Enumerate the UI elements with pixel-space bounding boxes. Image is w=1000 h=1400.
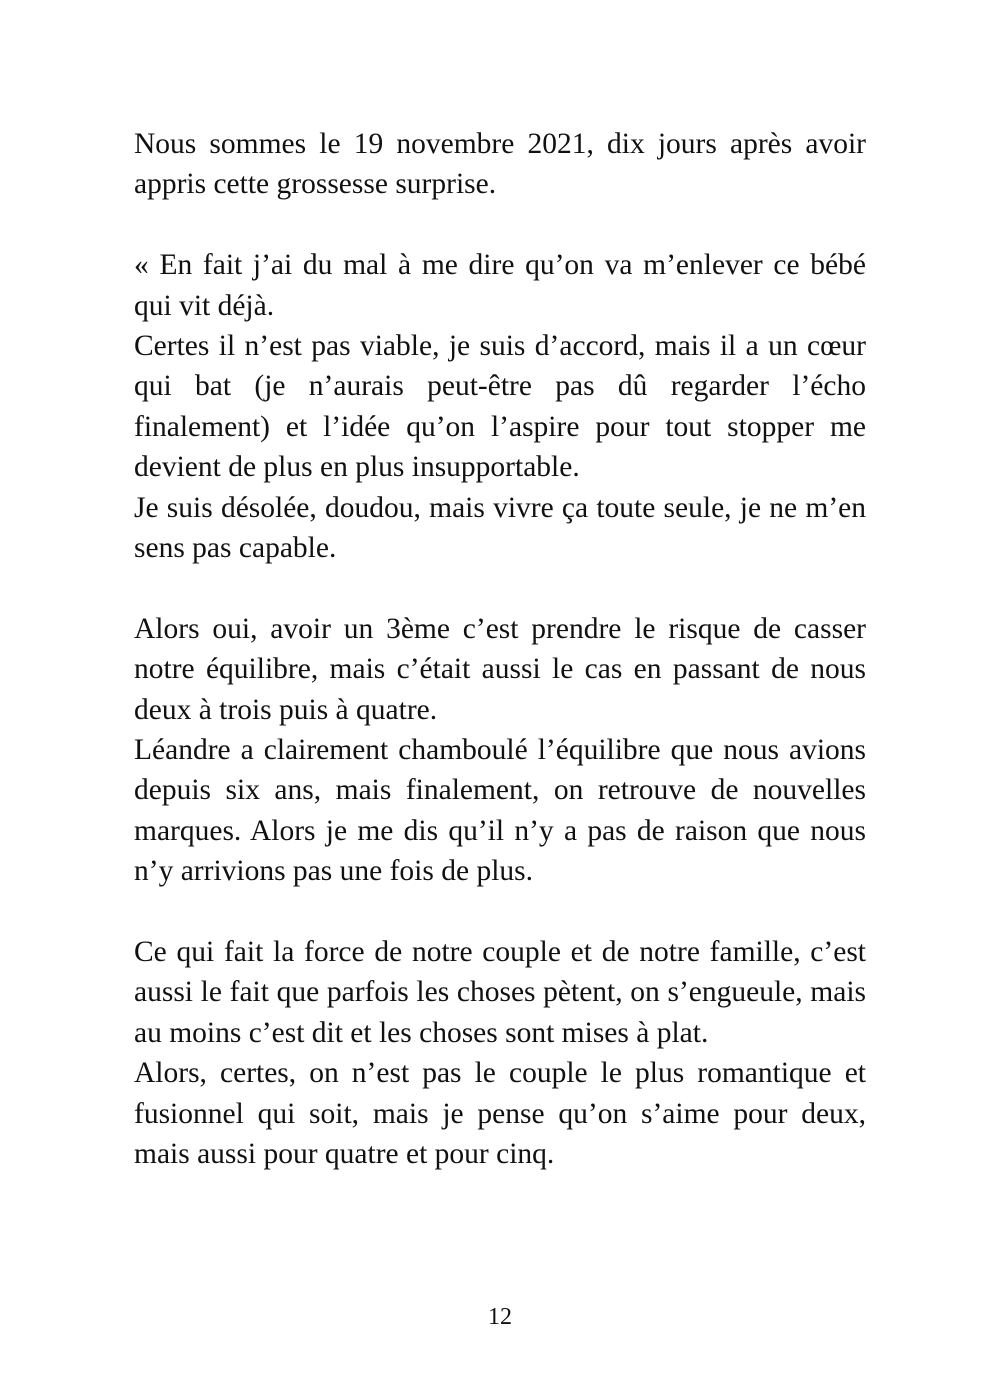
body-text bbox=[134, 124, 866, 1175]
paragraph-heartbeat: Certes il n’est pas viable, je suis d’accord, mais il a un cœur qui bat (je n’aurais peut-être pas dû regarder l’écho finalement) et l’idée qu’on l’aspire pour tout stopper me devient de plus en plus insupportable. bbox=[134, 330, 866, 484]
paragraph-balance: Alors oui, avoir un 3ème c’est prendre le risque de casser notre équilibre, mais c’était aussi le cas en passant de nous deux à trois puis à quatre. bbox=[134, 612, 866, 726]
page-number: 12 bbox=[488, 1304, 512, 1330]
paragraph-sorry: Je suis désolée, doudou, mais vivre ça toute seule, je ne m’en sens pas capable. bbox=[134, 491, 866, 565]
paragraph-leandre: Léandre a clairement chamboulé l’équilibre que nous avions depuis six ans, mais finalement, on retrouve de nouvelles marques. Alors je me dis qu’il n’y a pas de raison que nous n’y arrivions pas une fois de plus. bbox=[134, 734, 866, 888]
paragraph-date: Nous sommes le 19 novembre 2021, dix jours après avoir appris cette grossesse surprise. bbox=[134, 128, 866, 201]
paragraph-strength: Ce qui fait la force de notre couple et de notre famille, c’est aussi le fait que parfois les choses pètent, on s’engueule, mais au moins c’est dit et les choses sont mises à plat. bbox=[134, 936, 866, 1049]
paragraph-gap bbox=[134, 892, 866, 932]
paragraph-quote-start: « En fait j’ai du mal à me dire qu’on va m’enlever ce bébé qui vit déjà. bbox=[134, 249, 866, 322]
paragraph-love: Alors, certes, on n’est pas le couple le plus romantique et fusionnel qui soit, mais je pense qu’on s’aime pour deux, mais aussi pour quatre et pour cinq. bbox=[134, 1057, 866, 1171]
paragraph-gap bbox=[134, 205, 866, 245]
paragraph-gap bbox=[134, 568, 866, 608]
